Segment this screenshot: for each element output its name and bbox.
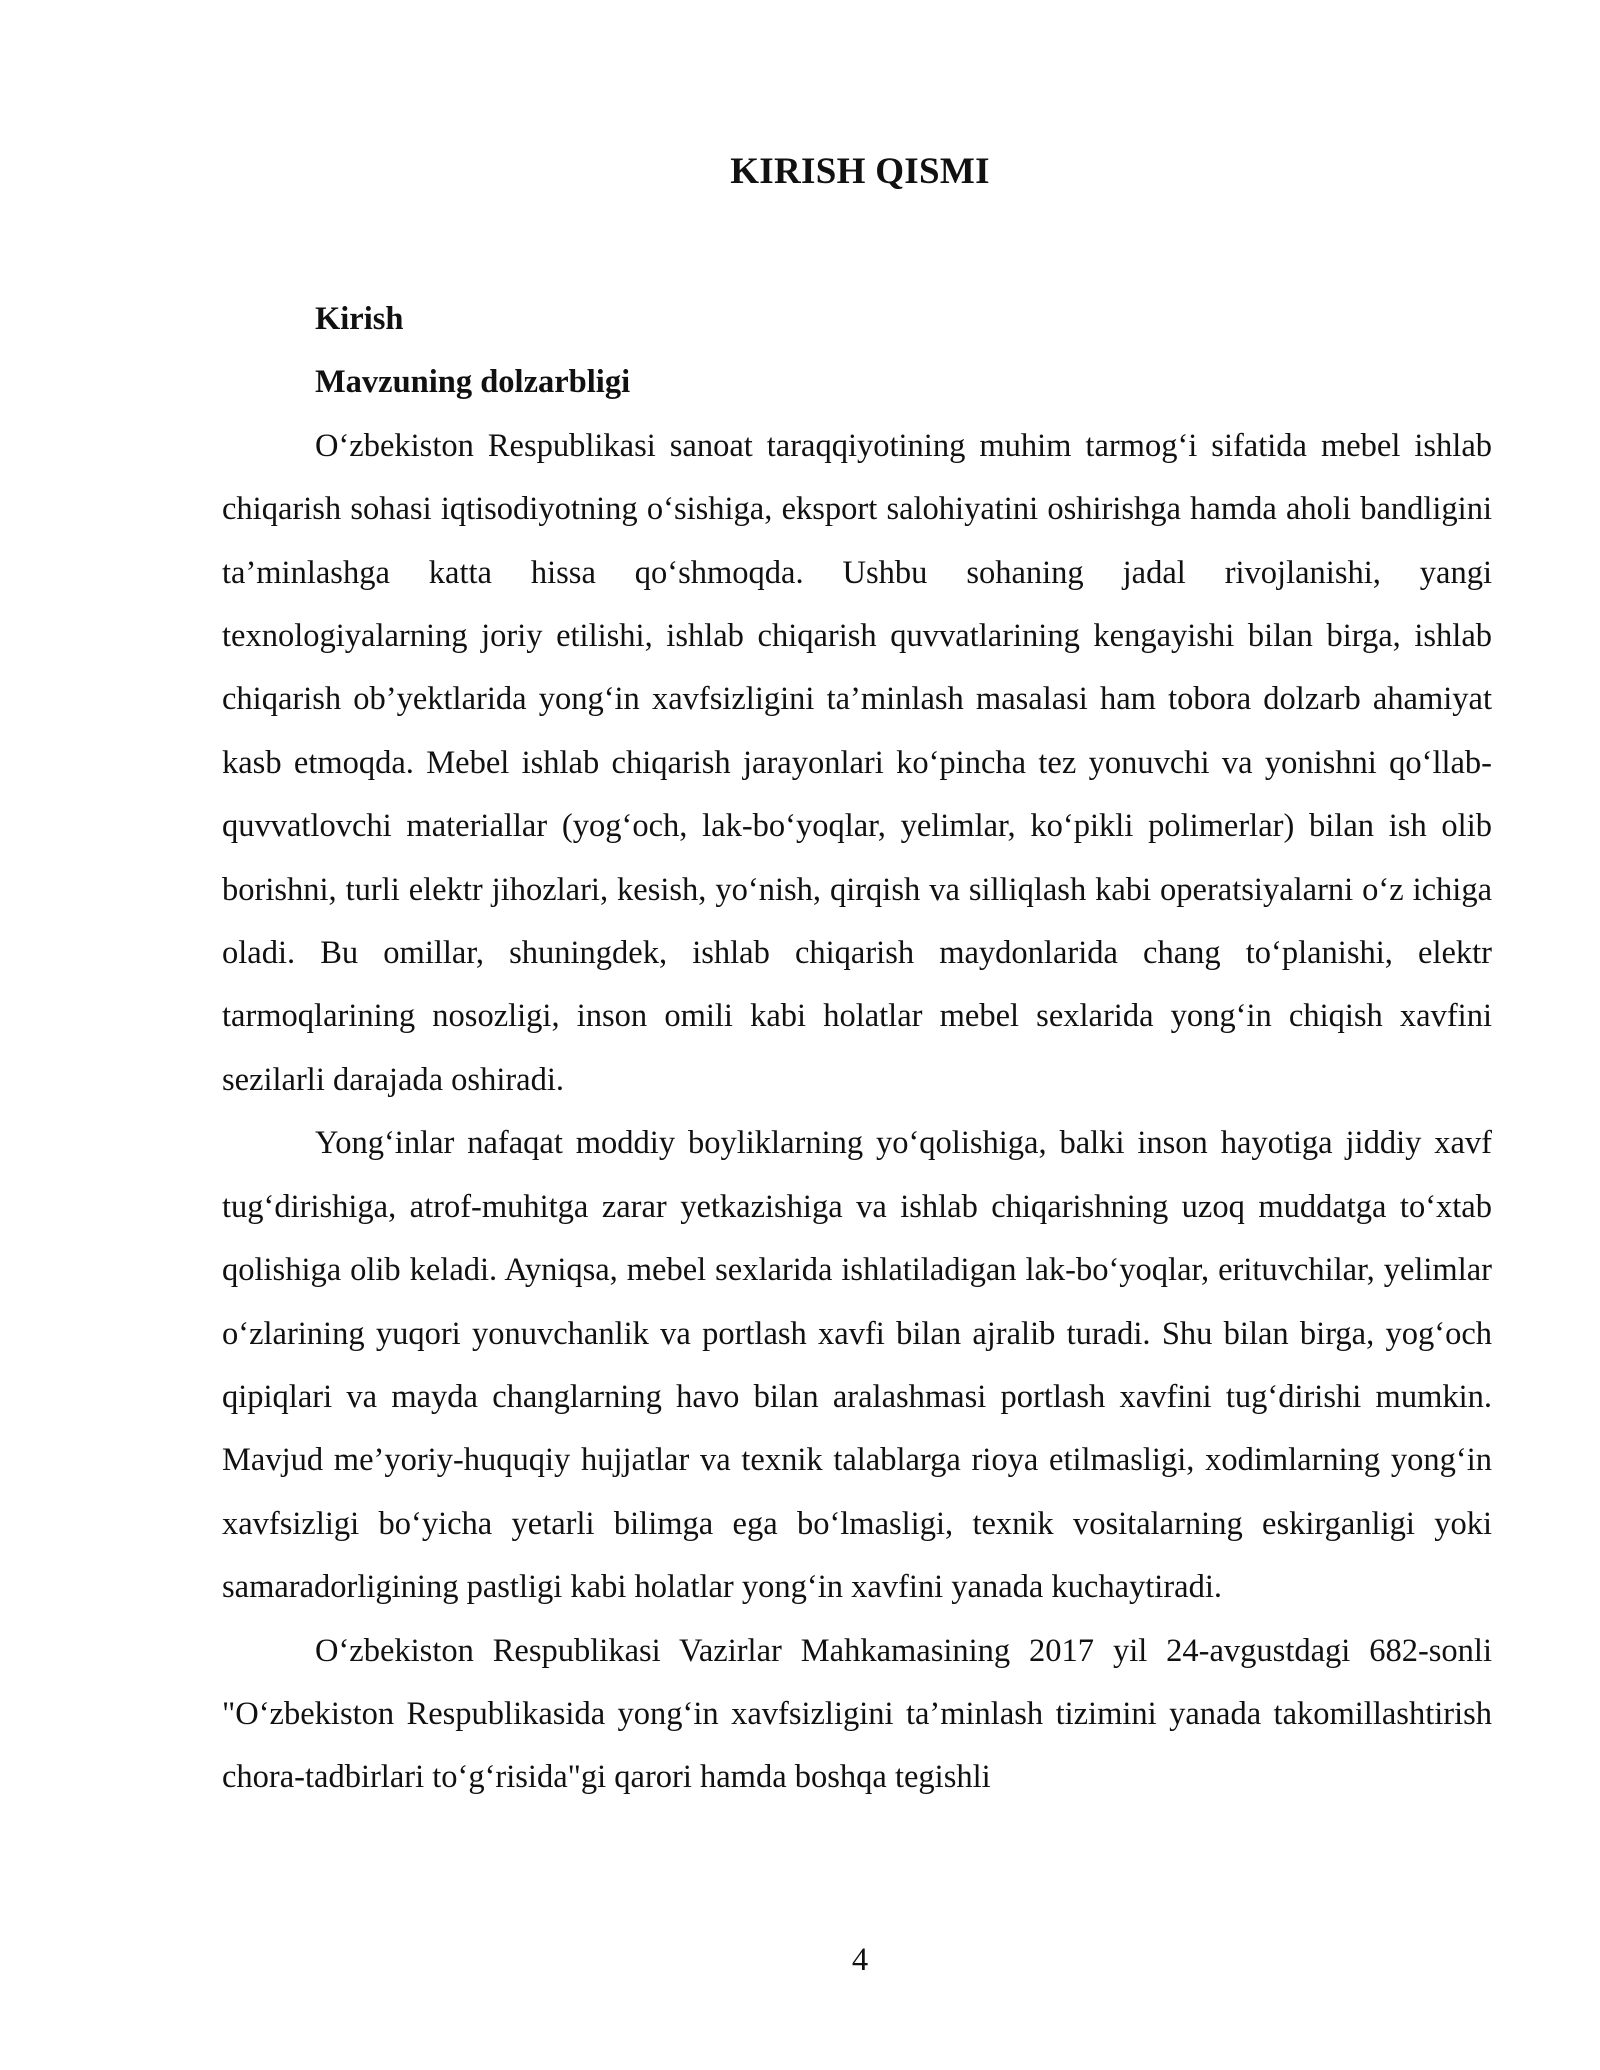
section-heading-kirish: Kirish [315,301,404,337]
page-title: KIRISH QISMI [730,151,990,192]
section-heading-relevance: Mavzuning dolzarbligi [315,364,631,401]
body-paragraph: O‘zbekiston Respublikasi sanoat taraqqiyotining muhim tarmog‘i sifatida mebel ishlab chiqarish sohasi iqtisodiyotning o‘sishiga, eksport salohiyatini oshirishga hamda aholi bandligini ta’minlashga katta hissa qo‘shmoqda. Ushbu sohaning jadal rivojlanishi, yangi texnologiyalarning joriy etilishi, ishlab chiqarish quvvatlarining kengayishi bilan birga, ishlab chiqarish ob’yektlarida yong‘in xavfsizligini ta’minlash masalasi ham tobora dolzarb ahamiyat kasb etmoqda. Mebel ishlab chiqarish jarayonlari ko‘pincha tez yonuvchi va yonishni qo‘llab-quvvatlovchi materiallar (yog‘och, lak-bo‘yoqlar, yelimlar, ko‘pikli polimerlar) bilan ish olib borishni, turli elektr jihozlari, kesish, yo‘nish, qirqish va silliqlash kabi operatsiyalarni o‘z ichiga oladi. Bu omillar, shuningdek, ishlab chiqarish maydonlarida chang to‘planishi, elektr tarmoqlarining nosozligi, inson omili kabi holatlar mebel sexlarida yong‘in chiqish xavfini sezilarli darajada oshiradi. [222,427,1492,1098]
body-paragraph: O‘zbekiston Respublikasi Vazirlar Mahkamasining 2017 yil 24-avgustdagi 682-sonli "O‘zbekiston Respublikasida yong‘in xavfsizligini ta’minlash tizimini yanada takomillashtirish chora-tadbirlari to‘g‘risida"gi qarori hamda boshqa tegishli [222,1632,1492,1796]
body-paragraph: Yong‘inlar nafaqat moddiy boyliklarning yo‘qolishiga, balki inson hayotiga jiddiy xavf tug‘dirishiga, atrof-muhitga zarar yetkazishiga va ishlab chiqarishning uzoq muddatga to‘xtab qolishiga olib keladi. Ayniqsa, mebel sexlarida ishlatiladigan lak-bo‘yoqlar, erituvchilar, yelimlar o‘zlarining yuqori yonuvchanlik va portlash xavfi bilan ajralib turadi. Shu bilan birga, yog‘och qipiqlari va mayda changlarning havo bilan aralashmasi portlash xavfini tug‘dirishi mumkin. Mavjud me’yoriy-huquqiy hujjatlar va texnik talablarga rioya etilmasligi, xodimlarning yong‘in xavfsizligi bo‘yicha yetarli bilimga ega bo‘lmasligi, texnik vositalarning eskirganligi yoki samaradorligining pastligi kabi holatlar yong‘in xavfini yanada kuchaytiradi. [222,1125,1492,1606]
page-number: 4 [851,1942,869,1978]
document-body [222,288,1492,1810]
